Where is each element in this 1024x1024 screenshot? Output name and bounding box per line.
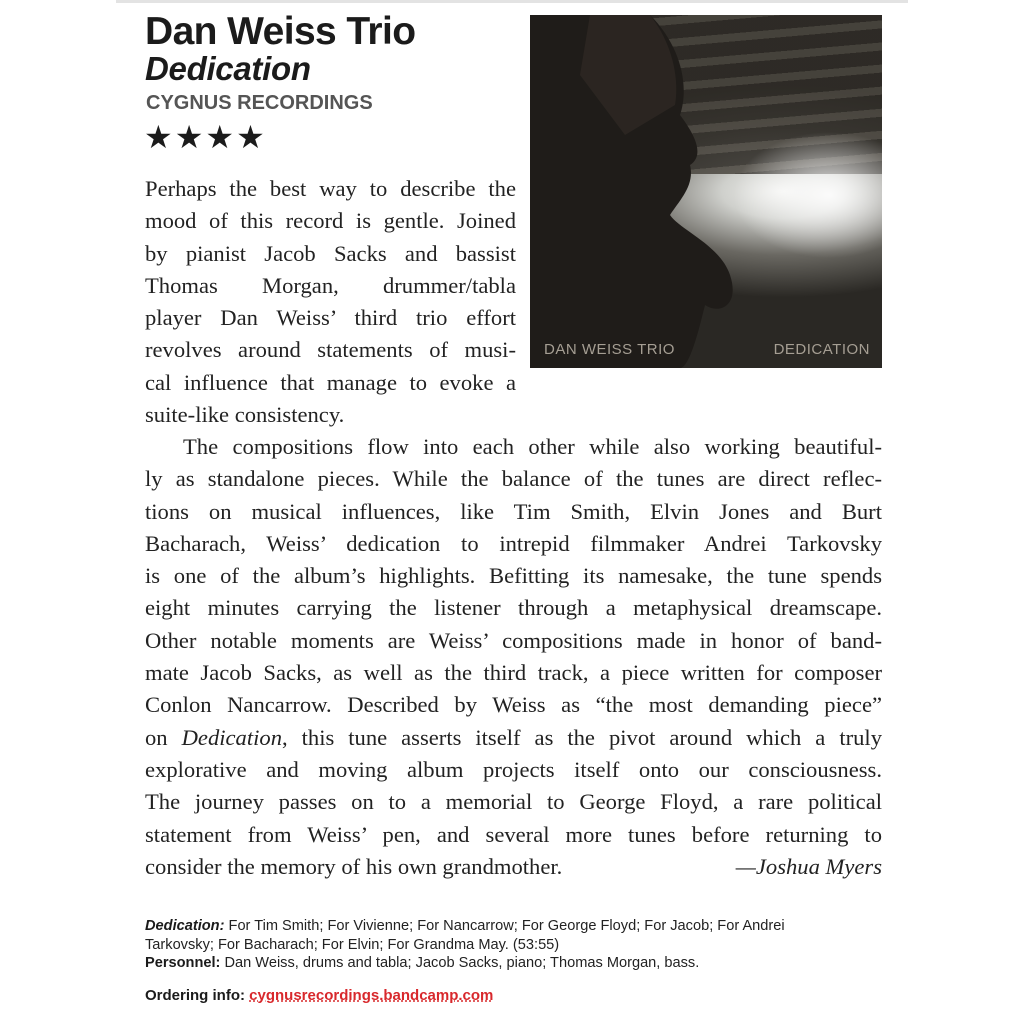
- text-line: [145, 851, 882, 883]
- record-label: CYGNUS RECORDINGS: [146, 92, 373, 114]
- text-line: by pianist Jacob Sacks and bassist: [145, 240, 516, 266]
- album-cover: [530, 15, 882, 368]
- tracklist-label: Dedication:: [145, 918, 225, 934]
- text-line: The compositions flow into each other while also working beautiful-: [183, 434, 882, 459]
- text-line: Conlon Nancarrow. Described by Weiss as “the most demanding piece”: [145, 692, 882, 718]
- text-fragment: consider the memory of his own grandmother.: [145, 853, 563, 879]
- tracklist: [145, 917, 885, 936]
- text-fragment: , this tune asserts itself as the pivot around which a truly: [282, 724, 882, 750]
- review-paragraph-2: [145, 431, 882, 883]
- cover-artist-text: DAN WEISS TRIO: [544, 341, 675, 358]
- text-line: suite-like consistency.: [145, 402, 345, 428]
- top-divider: [116, 0, 908, 3]
- text-line: [145, 722, 882, 754]
- tracklist-line-2: Tarkovsky; For Bacharach; For Elvin; For Grandma May. (53:55): [145, 936, 560, 953]
- text-line: mood of this record is gentle. Joined: [145, 208, 516, 234]
- personnel: [145, 954, 885, 973]
- text-fragment: on: [145, 724, 168, 750]
- star-rating: ★★★★: [144, 119, 267, 155]
- tracklist-line-1: For Tim Smith; For Vivienne; For Nancarrow; For George Floyd; For Jacob; For Andrei: [228, 918, 785, 934]
- text-line: Bacharach, Weiss’ dedication to intrepid filmmaker Andrei Tarkovsky: [145, 530, 882, 556]
- credits-block: [145, 917, 885, 973]
- text-line: statement from Weiss’ pen, and several more tunes before returning to: [145, 821, 882, 847]
- text-line: Thomas Morgan, drummer/tabla: [145, 272, 516, 298]
- text-line: explorative and moving album projects itself onto our consciousness.: [145, 756, 882, 782]
- text-line: Perhaps the best way to describe the: [145, 176, 516, 201]
- personnel-text: Dan Weiss, drums and tabla; Jacob Sacks, piano; Thomas Morgan, bass.: [224, 955, 700, 971]
- text-line: eight minutes carrying the listener through a metaphysical dreamscape.: [145, 595, 882, 621]
- review-byline: —Joshua Myers: [735, 853, 882, 879]
- ordering-label: Ordering info:: [145, 987, 245, 1004]
- text-line: mate Jacob Sacks, as well as the third track, a piece written for composer: [145, 660, 882, 686]
- text-line: ly as standalone pieces. While the balance of the tunes are direct reflec-: [145, 466, 882, 492]
- artist-name: Dan Weiss Trio: [145, 10, 416, 53]
- ordering-link[interactable]: cygnusrecordings.bandcamp.com: [249, 987, 494, 1004]
- text-line: The journey passes on to a memorial to George Floyd, a rare political: [145, 789, 882, 815]
- text-line: revolves around statements of musi-: [145, 337, 516, 363]
- text-line: tions on musical influences, like Tim Smith, Elvin Jones and Burt: [145, 498, 882, 524]
- cover-portrait-silhouette: [530, 15, 882, 368]
- album-title-inline: Dedication: [181, 724, 282, 750]
- personnel-label: Personnel:: [145, 955, 221, 971]
- text-line: player Dan Weiss’ third trio effort: [145, 305, 516, 331]
- ordering-info: [145, 987, 493, 1004]
- cover-title-text: DEDICATION: [773, 341, 870, 358]
- text-line: is one of the album’s highlights. Befitting its namesake, the tune spends: [145, 563, 882, 589]
- album-title: Dedication: [145, 50, 311, 87]
- text-line: Other notable moments are Weiss’ compositions made in honor of band-: [145, 627, 882, 653]
- review-paragraph-1: [145, 173, 516, 431]
- text-line: cal influence that manage to evoke a: [145, 369, 516, 395]
